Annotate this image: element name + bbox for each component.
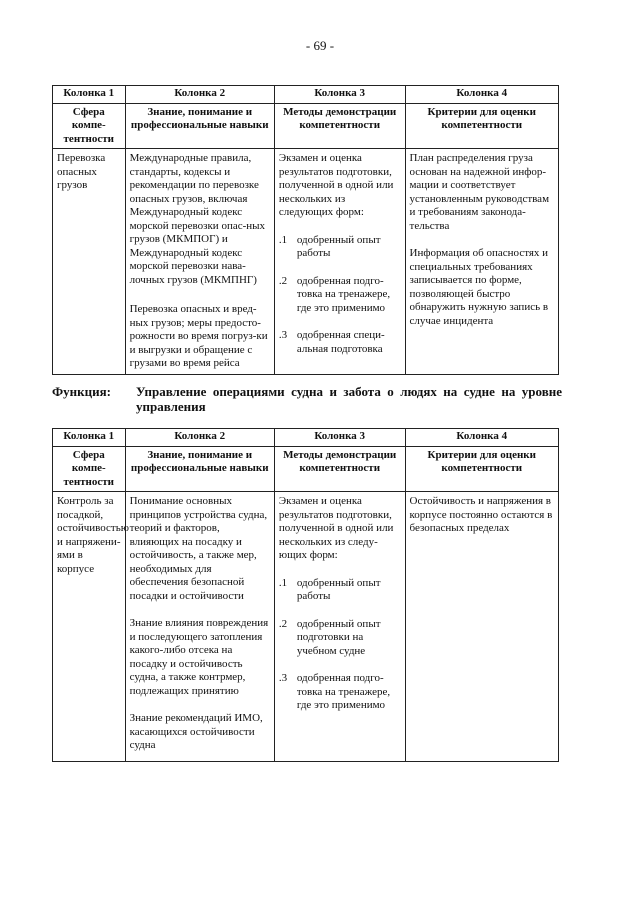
- column-header: Колонка 1: [53, 86, 126, 104]
- method-number: .3: [278, 329, 288, 341]
- table-row: [53, 492, 559, 762]
- method-number: .2: [278, 274, 288, 287]
- method-item: [279, 577, 401, 604]
- column-header: Колонка 2: [125, 86, 274, 104]
- column-header: Колонка 3: [274, 429, 405, 447]
- method-number: .3: [278, 672, 288, 684]
- competence-table-1: [52, 85, 559, 375]
- methods-intro: Экзамен и оценка результатов подготовки, полученной в одной или нескольких из следующих форм:: [278, 152, 394, 218]
- knowledge-paragraph: Знание рекомендаций ИМО, касающихся остойчивости судна: [129, 712, 263, 751]
- knowledge-paragraph: Знание влияния повреждения и последующего затопления какого-либо отсека на посадку и остойчивость судна, а также контрмер, подлежащих принятию: [129, 617, 269, 697]
- criteria-paragraph: Информация об опасностях и специальных требованиях записывается по форме, позволяющей быстро обнаружить нужную запись в случае инцидента: [409, 247, 549, 327]
- method-item: [279, 275, 401, 316]
- subheader-knowledge: Знание, понимание и профессиональные навыки: [125, 446, 274, 492]
- subheader-methods: Методы демонстрации компетентности: [274, 446, 405, 492]
- competence-cell: Перевозка опасных грузов: [53, 149, 126, 375]
- criteria-cell: [405, 149, 558, 375]
- method-number: .2: [278, 617, 288, 630]
- method-text: одобренная специ-альная подготовка: [296, 329, 385, 355]
- knowledge-cell: [125, 492, 274, 762]
- method-item: [279, 672, 401, 713]
- methods-cell: [274, 492, 405, 762]
- subheader-knowledge: Знание, понимание и профессиональные навыки: [125, 103, 274, 149]
- competence-table-2: [52, 428, 559, 762]
- subheader-methods: Методы демонстрации компетентности: [274, 103, 405, 149]
- method-text: одобренная подго-товка на тренажере, где это применимо: [296, 672, 391, 711]
- method-item: [279, 234, 401, 261]
- column-header: Колонка 4: [405, 429, 558, 447]
- page-number: - 69 -: [305, 38, 335, 53]
- method-number: .1: [278, 233, 288, 246]
- knowledge-paragraph: Перевозка опасных и вред-ных грузов; меры предосто-рожности во время погруз-ки и выгрузки и обращение с грузами во время рейса: [129, 303, 268, 369]
- knowledge-cell: [125, 149, 274, 375]
- function-text: Управление операциями судна и забота о людях на судне на уровне управления: [136, 384, 562, 414]
- method-text: одобренный опыт работы: [296, 233, 381, 259]
- column-header: Колонка 2: [125, 429, 274, 447]
- subheader-competence: Сфера компе-тентности: [53, 446, 126, 492]
- method-item: [279, 329, 401, 356]
- subheader-criteria: Критерии для оценки компетентности: [405, 103, 558, 149]
- method-text: одобренная подго-товка на тренажере, где это применимо: [296, 274, 391, 314]
- column-header-row: [53, 429, 559, 447]
- criteria-paragraph: План распределения груза основан на надежной инфор-мации и соответствует установленным руководствам и требованиям законода-тельства: [409, 152, 550, 232]
- method-number: .1: [278, 576, 288, 589]
- column-header: Колонка 1: [53, 429, 126, 447]
- function-label: Функция:: [52, 384, 111, 399]
- column-header: Колонка 4: [405, 86, 558, 104]
- subheader-competence: Сфера компе-тентности: [53, 103, 126, 149]
- criteria-cell: Остойчивость и напряжения в корпусе постоянно остаются в безопасных пределах: [405, 492, 558, 762]
- subheader-criteria: Критерии для оценки компетентности: [405, 446, 558, 492]
- column-header-row: [53, 86, 559, 104]
- table-row: [53, 149, 559, 375]
- knowledge-paragraph: Понимание основных принципов устройства судна, теорий и факторов, влияющих на посадку и остойчивость, а также мер, необходимых для обеспечения безопасной посадки и остойчивости: [129, 495, 268, 602]
- column-header: Колонка 3: [274, 86, 405, 104]
- method-text: одобренный опыт работы: [296, 576, 381, 602]
- subheader-row: [53, 103, 559, 149]
- methods-cell: [274, 149, 405, 375]
- methods-intro: Экзамен и оценка результатов подготовки, полученной в одной или нескольких из следу-ющих форм:: [278, 495, 394, 561]
- method-item: [279, 618, 401, 659]
- competence-cell: Контроль за посадкой, остойчивостью и напряжени-ями в корпусе: [53, 492, 126, 762]
- subheader-row: [53, 446, 559, 492]
- method-text: одобренный опыт подготовки на учебном судне: [296, 617, 381, 657]
- knowledge-paragraph: Международные правила, стандарты, кодексы и рекомендации по перевозке опасных грузов, включая Международный кодекс морской перевозки опас-ных грузов (МКМПОГ) и Международный кодекс морской перевозки нава-лочных грузов (МКМПНГ): [129, 152, 266, 286]
